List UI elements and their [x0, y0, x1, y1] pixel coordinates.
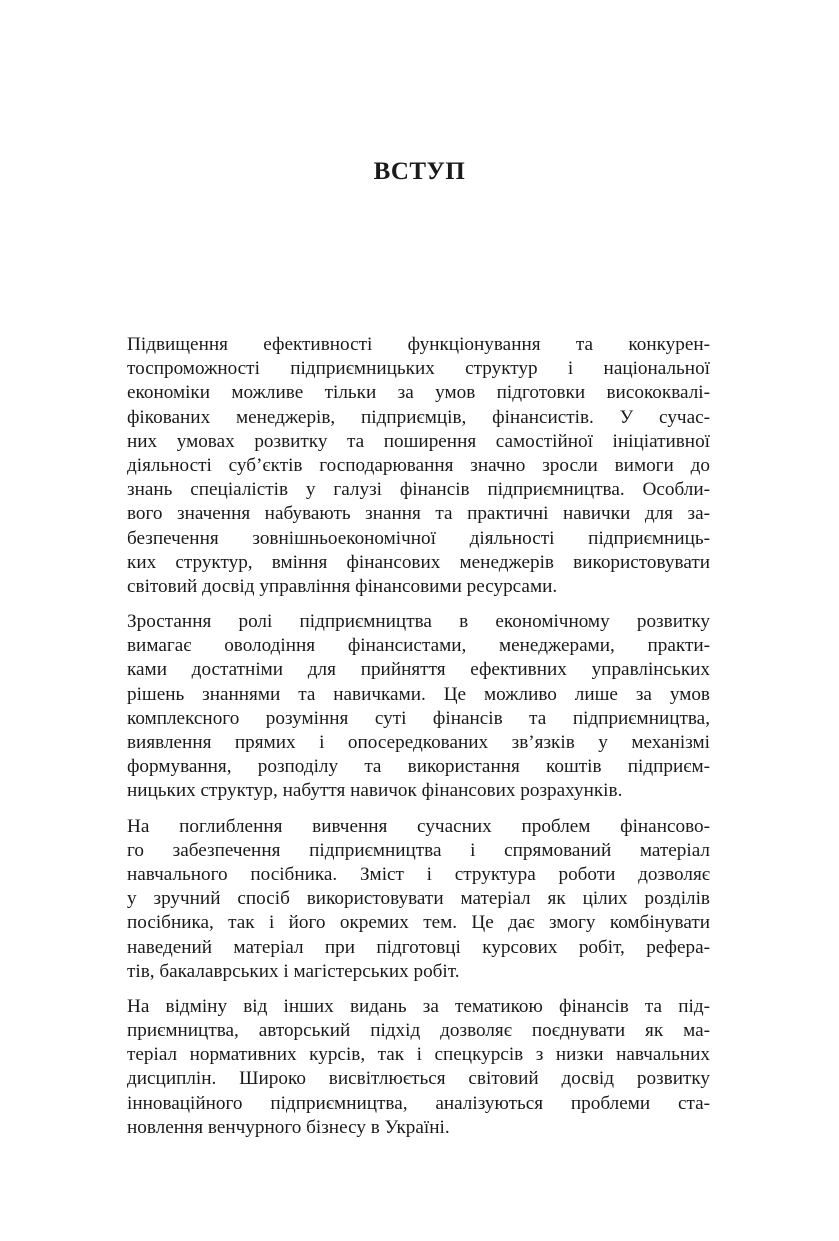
text-line: фікованих менеджерів, підприємців, фінансистів. У сучас- [127, 406, 710, 428]
text-line: дисциплін. Широко висвітлюється світовий досвід розвитку [127, 1068, 710, 1090]
text-line: ких структур, вміння фінансових менеджерів використовувати [127, 551, 710, 573]
text-line: приємництва, авторський підхід дозволяє поєднувати як ма- [127, 1020, 710, 1042]
page-title: ВСТУП [373, 158, 466, 185]
paragraph [127, 995, 710, 1140]
paragraph [127, 610, 710, 804]
text-line: ницьких структур, набуття навичок фінансових розрахунків. [127, 780, 623, 802]
text-line: навчального посібника. Зміст і структура роботи дозволяє [127, 863, 710, 885]
text-line: діяльності суб’єктів господарювання значно зросли вимоги до [127, 454, 710, 476]
text-line: ками достатніми для прийняття ефективних управлінських [127, 659, 710, 681]
text-line: економіки можливе тільки за умов підготовки висококвалі- [127, 382, 710, 404]
text-line: наведений матеріал при підготовці курсових робіт, рефера- [127, 936, 710, 958]
text-line: у зручний спосіб використовувати матеріал як цілих розділів [127, 888, 710, 910]
text-line: знань спеціалістів у галузі фінансів підприємництва. Особли- [127, 479, 710, 501]
text-line: рішень знаннями та навичками. Це можливо лише за умов [127, 683, 710, 705]
text-line: го забезпечення підприємництва і спрямований матеріал [127, 839, 710, 861]
text-line: безпечення зовнішньоекономічної діяльності підприємниць- [127, 527, 710, 549]
text-line: тоспроможності підприємницьких структур і національної [127, 358, 710, 380]
text-line: На поглиблення вивчення сучасних проблем фінансово- [127, 815, 710, 837]
paragraph [127, 815, 710, 984]
text-line: посібника, так і його окремих тем. Це дає змогу комбінувати [127, 912, 710, 934]
text-line: них умовах розвитку та поширення самостійної ініціативної [127, 430, 710, 452]
text-line: тів, бакалаврських і магістерських робіт. [127, 960, 460, 982]
text-line: вимагає оволодіння фінансистами, менеджерами, практи- [127, 635, 710, 657]
paragraph [127, 333, 710, 599]
text-line: теріал нормативних курсів, так і спецкурсів з низки навчальних [127, 1044, 710, 1066]
text-line: На відміну від інших видань за тематикою фінансів та під- [127, 995, 710, 1017]
text-line: вого значення набувають знання та практичні навички для за- [127, 503, 710, 525]
text-line: формування, розподілу та використання коштів підприєм- [127, 756, 710, 778]
text-line: комплексного розуміння суті фінансів та підприємництва, [127, 707, 710, 729]
text-line: інноваційного підприємництва, аналізуються проблеми ста- [127, 1092, 710, 1114]
text-line: Зростання ролі підприємництва в економічному розвитку [127, 611, 710, 633]
text-line: світовий досвід управління фінансовими ресурсами. [127, 575, 558, 597]
text-line: новлення венчурного бізнесу в Україні. [127, 1116, 450, 1138]
body-text [127, 333, 710, 1151]
text-line: виявлення прямих і опосередкованих зв’язків у механізмі [127, 732, 710, 753]
text-line: Підвищення ефективності функціонування та конкурен- [127, 334, 710, 355]
